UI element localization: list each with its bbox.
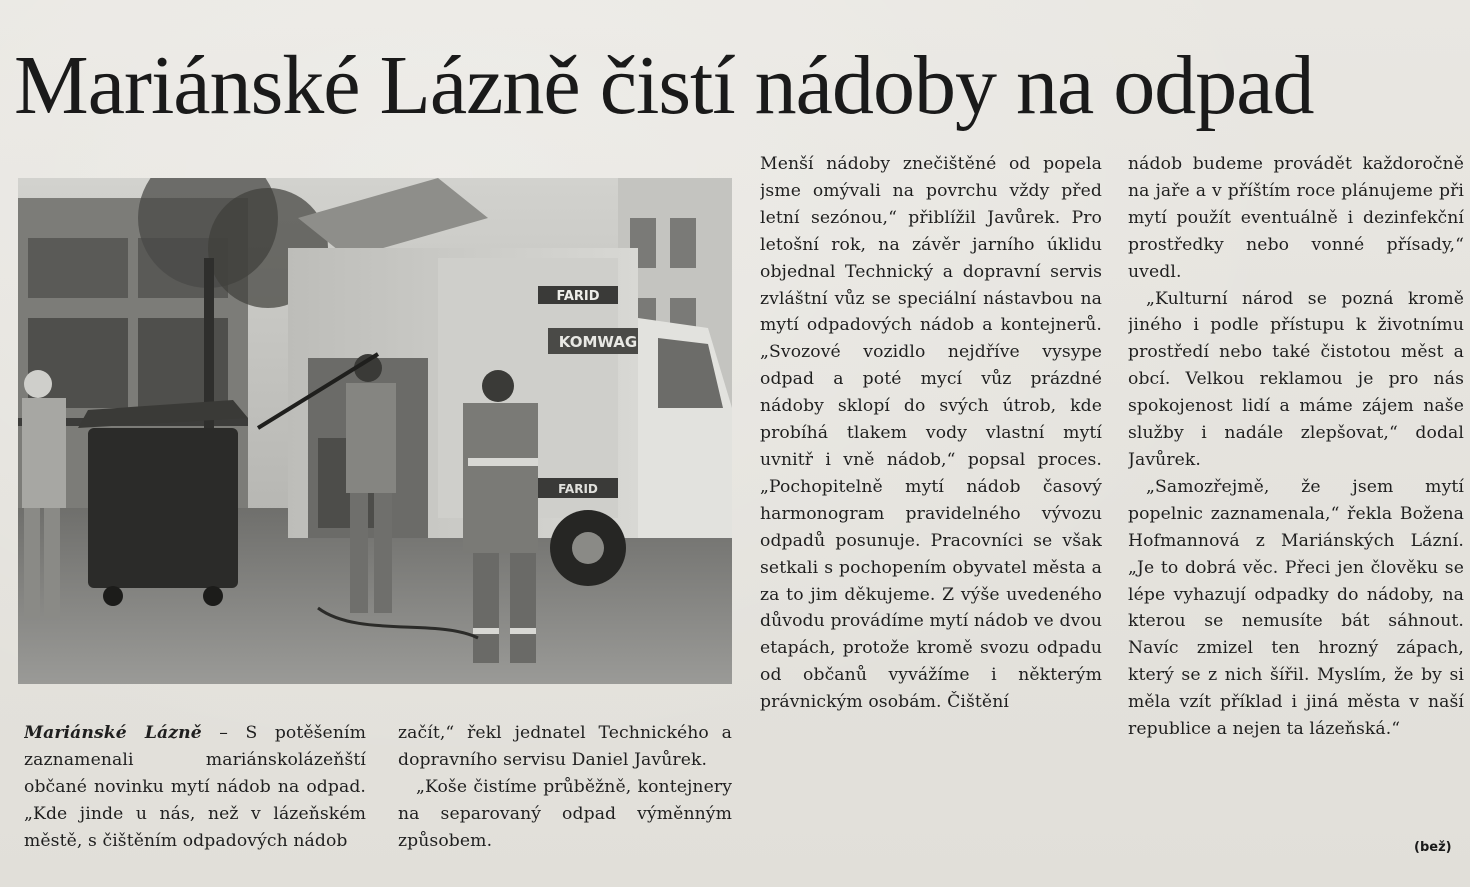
col4-paragraph-3: „Samozřejmě, že jsem mytí popelnic zaznamenala,“ řekla Božena Hofmannová z Mariánských Lázní. „Je to dobrá věc. Přeci jen člověku se lépe vyhazují odpadky do nádoby, na kterou se nemusíte bát sáhnout. Navíc zmizel ten hrozný zápach, který se z nich šířil. Myslím, že by si měla vzít příklad i jiná města v naší republice a nejen ta lázeňská.“: [1128, 476, 1464, 740]
col1-paragraph-1: S potěšením zaznamenali mariánskolázeňští občané novinku mytí nádob na odpad. „Kde jinde u nás, než v lázeňském městě, s čištěním odpadových nádob: [24, 723, 366, 851]
col4-paragraph-1: nádob budeme provádět každoročně na jaře a v příštím roce plánujeme při mytí použít eventuálně i dezinfekční prostředky nebo vonné přísady,“ uvedl.: [1128, 154, 1464, 282]
photo-workers-washing-bins: [18, 178, 732, 684]
col2-paragraph-2: „Koše čistíme průběžně, kontejnery na separovaný odpad výměnným způsobem.: [398, 776, 732, 851]
article-column-3: [760, 151, 1102, 881]
article-column-1: [24, 720, 366, 884]
article-column-4: [1128, 151, 1464, 881]
truck-brand-bottom: FARID: [558, 482, 598, 496]
truck-brand-top: FARID: [556, 289, 600, 304]
article-dash: –: [201, 723, 246, 743]
article-column-2: [398, 720, 732, 884]
article-place: Mariánské Lázně: [24, 723, 202, 743]
col2-paragraph-1: začít,“ řekl jednatel Technického a dopravního servisu Daniel Javůrek.: [398, 723, 732, 770]
col3-paragraph-1: Menší nádoby znečištěné od popela jsme omývali na povrchu vždy před letní sezónou,“ přiblížil Javůrek. Pro letošní rok, na závěr jarního úklidu objednal Technický a dopravní servis zvláštní vůz se speciální nástavbou na mytí odpadových nádob a kontejnerů. „Svozové vozidlo nejdříve vysype odpad a poté mycí vůz prázdné nádoby sklopí do svých útrob, kde probíhá tlakem vody vlastní mytí uvnitř i vně nádob,“ popsal proces. „Pochopitelně mytí nádob časový harmonogram pravidelného vývozu odpadů posunuje. Pracovníci se však setkali s pochopením obyvatel města a za to jim děkujeme. Z výše uvedeného důvodu provádíme mytí nádob ve dvou etapách, protože kromě svozu odpadu od občanů vyvážíme i některým právnickým osobám. Čištění: [760, 154, 1102, 713]
article-headline: Mariánské Lázně čistí nádoby na odpad: [14, 39, 1314, 132]
author-signature: (bež): [1414, 840, 1452, 855]
col4-paragraph-2: „Kulturní národ se pozná kromě jiného i podle přístupu k životnímu prostředí nebo také čistotou měst a obcí. Velkou reklamou je pro nás spokojenost lidí a máme zájem naše služby i nadále zlepšovat,“ dodal Javůrek.: [1128, 288, 1464, 470]
truck-brand-side: KOMWAG: [558, 333, 638, 351]
